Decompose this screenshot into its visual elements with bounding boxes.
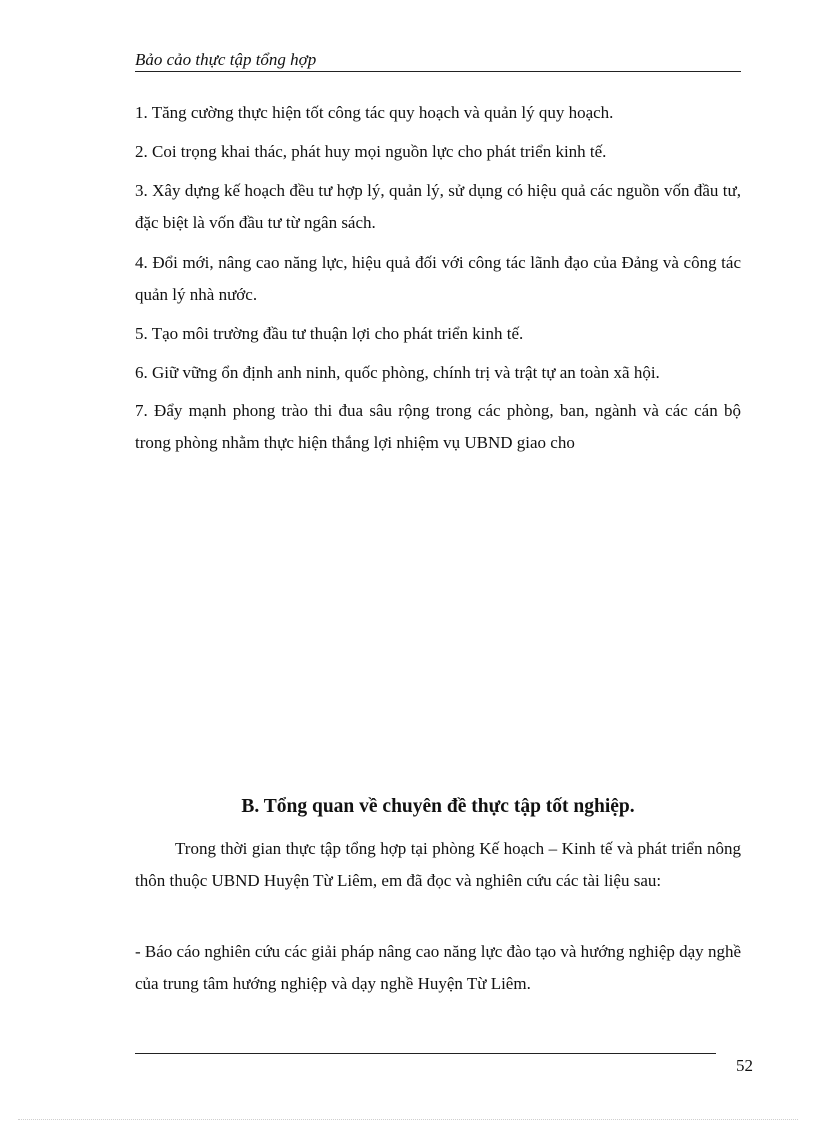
intro-paragraph: Trong thời gian thực tập tổng hợp tại phòng Kế hoạch – Kinh tế và phát triển nông thôn thuộc UBND Huyện Từ Liêm, em đã đọc và nghiên cứu các tài liệu sau: [135,839,741,890]
section-heading: B. Tổng quan về chuyên đề thực tập tốt nghiệp. [241,796,635,817]
page-edge-divider [18,1119,798,1120]
footer-divider [135,1053,716,1054]
document-list-item: - Báo cáo nghiên cứu các giải pháp nâng cao năng lực đào tạo và hướng nghiệp dạy nghề của trung tâm hướng nghiệp và dạy nghề Huyện Từ Liêm. [135,942,741,993]
list-item: 7. Đẩy mạnh phong trào thi đua sâu rộng trong các phòng, ban, ngành và các cán bộ trong phòng nhằm thực hiện thắng lợi nhiệm vụ UBND giao cho [135,401,741,452]
list-item: 2. Coi trọng khai thác, phát huy mọi nguồn lực cho phát triển kinh tế. [135,142,607,161]
header-title: Bảo cảo thực tập tổng hợp [135,50,317,69]
list-item: 3. Xây dựng kế hoạch đều tư hợp lý, quản lý, sử dụng có hiệu quả các nguồn vốn đầu tư, đặc biệt là vốn đầu tư từ ngân sách. [135,181,741,232]
page-number: 52 [736,1056,753,1075]
list-item: 5. Tạo môi trường đầu tư thuận lợi cho phát triển kinh tế. [135,324,524,343]
list-item: 6. Giữ vững ổn định anh ninh, quốc phòng, chính trị và trật tự an toàn xã hội. [135,363,660,382]
list-item: 1. Tăng cường thực hiện tốt công tác quy hoạch và quản lý quy hoạch. [135,103,614,122]
page-header [135,50,741,72]
list-item: 4. Đổi mới, nâng cao năng lực, hiệu quả đối với công tác lãnh đạo của Đảng và công tác quản lý nhà nước. [135,253,741,304]
